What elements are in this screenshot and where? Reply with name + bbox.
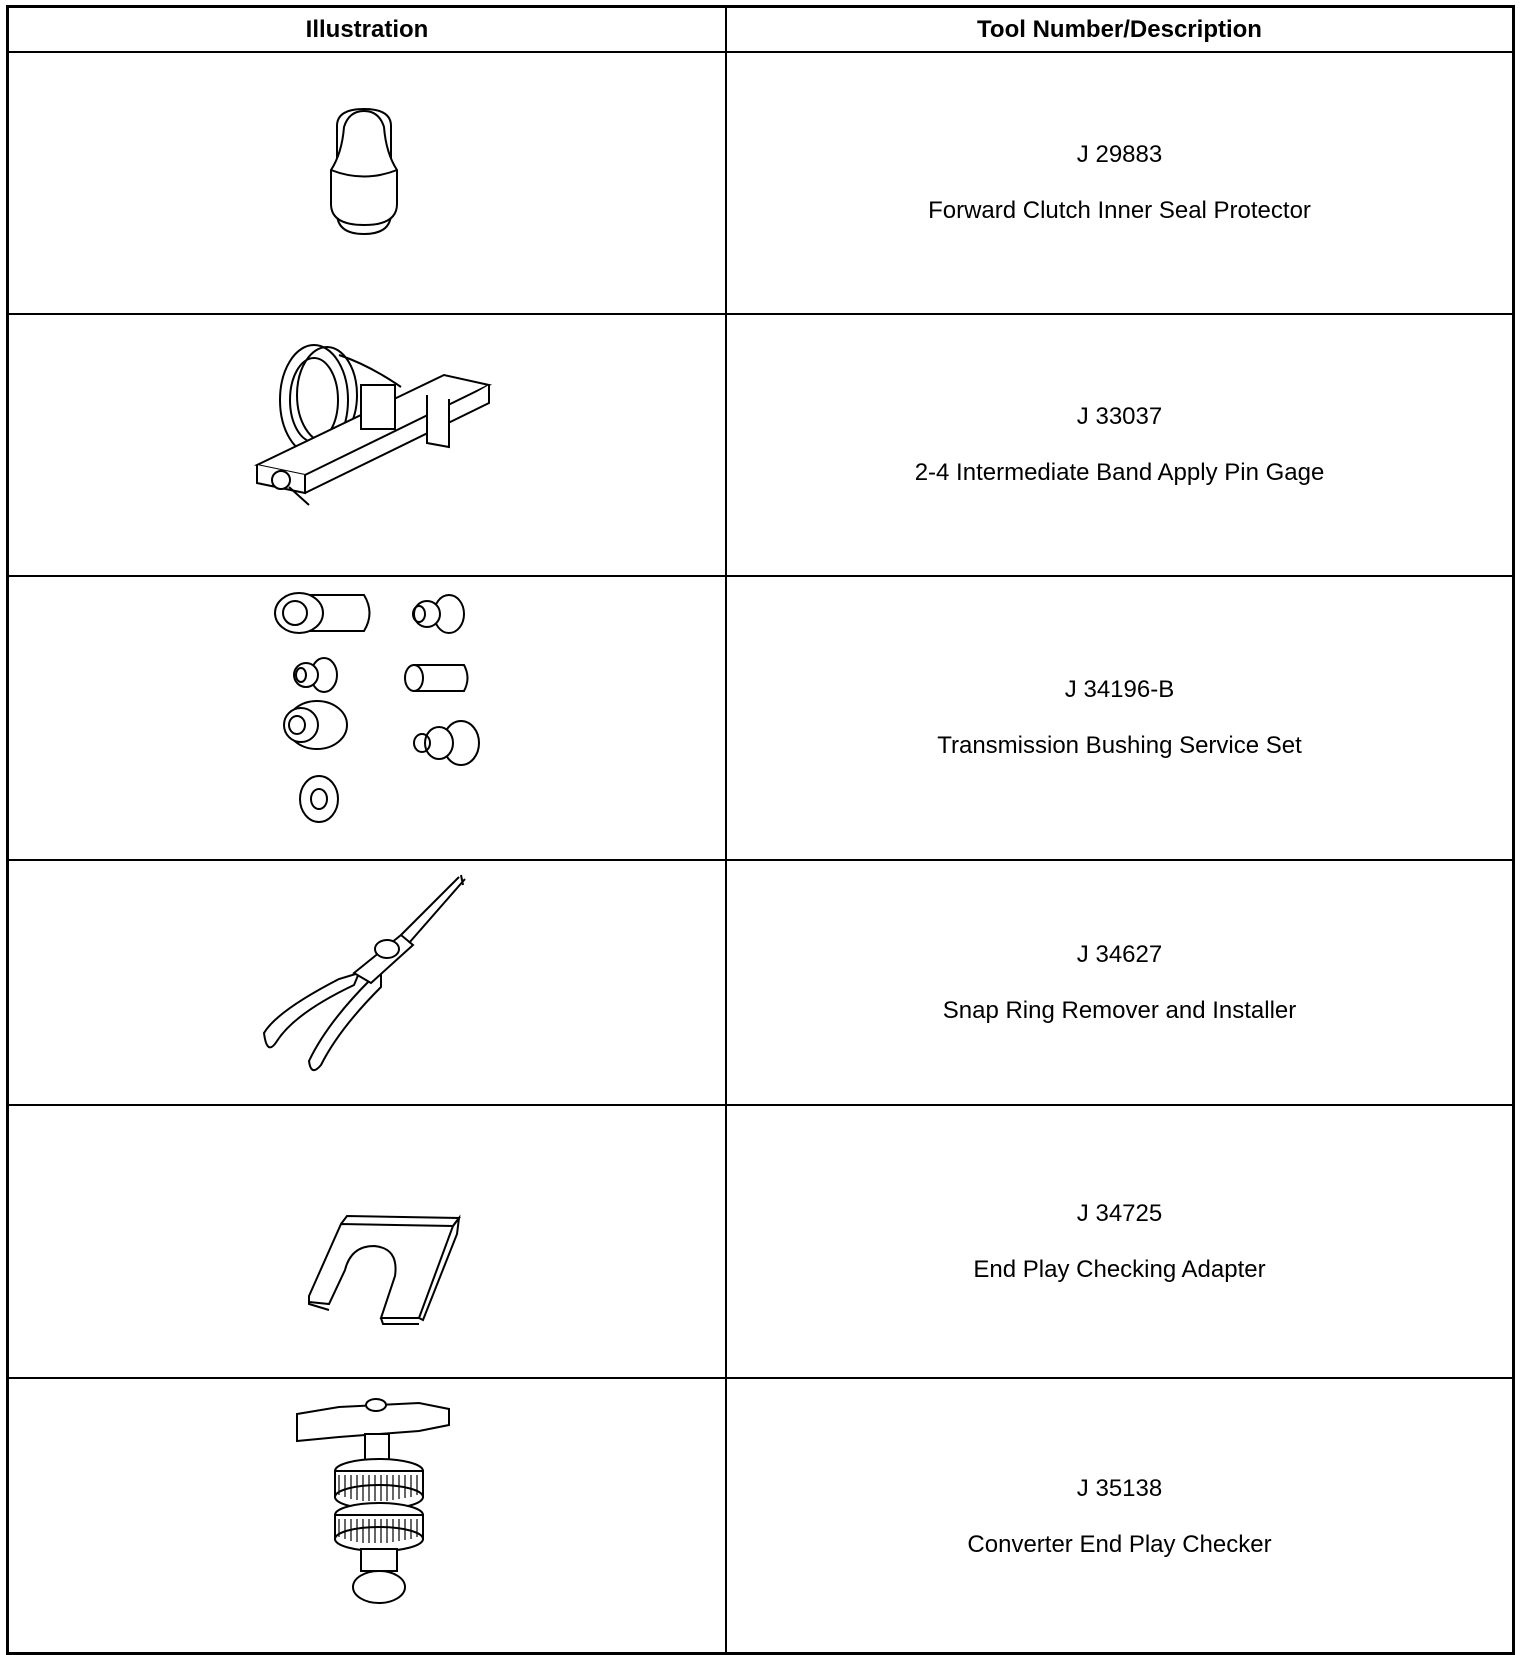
tool-number: J 34627 [1076, 940, 1163, 968]
tool-number: J 29883 [1076, 141, 1163, 168]
tool-description: Forward Clutch Inner Seal Protector [928, 197, 1311, 224]
band-apply-pin-gage-icon [9, 315, 725, 575]
illustration-cell [9, 577, 725, 859]
end-play-checker-icon [9, 1379, 725, 1655]
table-row [9, 1106, 1512, 1377]
header-illustration: Illustration [305, 15, 429, 43]
tool-description: Transmission Bushing Service Set [937, 732, 1302, 759]
table-row [9, 53, 1512, 313]
snap-ring-pliers-icon [9, 861, 725, 1104]
header-tool-number-description: Tool Number/Description [977, 15, 1262, 43]
tool-table [6, 5, 1515, 1655]
illustration-cell [9, 1106, 725, 1377]
tool-description: Converter End Play Checker [967, 1531, 1272, 1558]
description-cell [727, 53, 1512, 313]
table-row [9, 861, 1512, 1104]
description-cell [727, 315, 1512, 575]
tool-description: End Play Checking Adapter [973, 1255, 1266, 1283]
illustration-cell [9, 315, 725, 575]
description-cell [727, 577, 1512, 859]
table-row [9, 577, 1512, 859]
tool-number: J 34725 [1076, 1199, 1163, 1227]
tool-number: J 34196-B [1064, 676, 1175, 703]
description-cell [727, 1106, 1512, 1377]
bushing-service-set-icon [9, 577, 725, 859]
description-cell [727, 861, 1512, 1104]
illustration-cell [9, 861, 725, 1104]
table-row [9, 1379, 1512, 1655]
end-play-adapter-icon [9, 1106, 725, 1377]
seal-protector-icon [9, 53, 725, 313]
tool-number: J 35138 [1076, 1475, 1163, 1502]
tool-number: J 33037 [1076, 403, 1163, 430]
table-row [9, 315, 1512, 575]
illustration-cell [9, 53, 725, 313]
tool-description: Snap Ring Remover and Installer [942, 996, 1297, 1024]
illustration-cell [9, 1379, 725, 1655]
tool-description: 2-4 Intermediate Band Apply Pin Gage [914, 459, 1325, 486]
description-cell [727, 1379, 1512, 1655]
